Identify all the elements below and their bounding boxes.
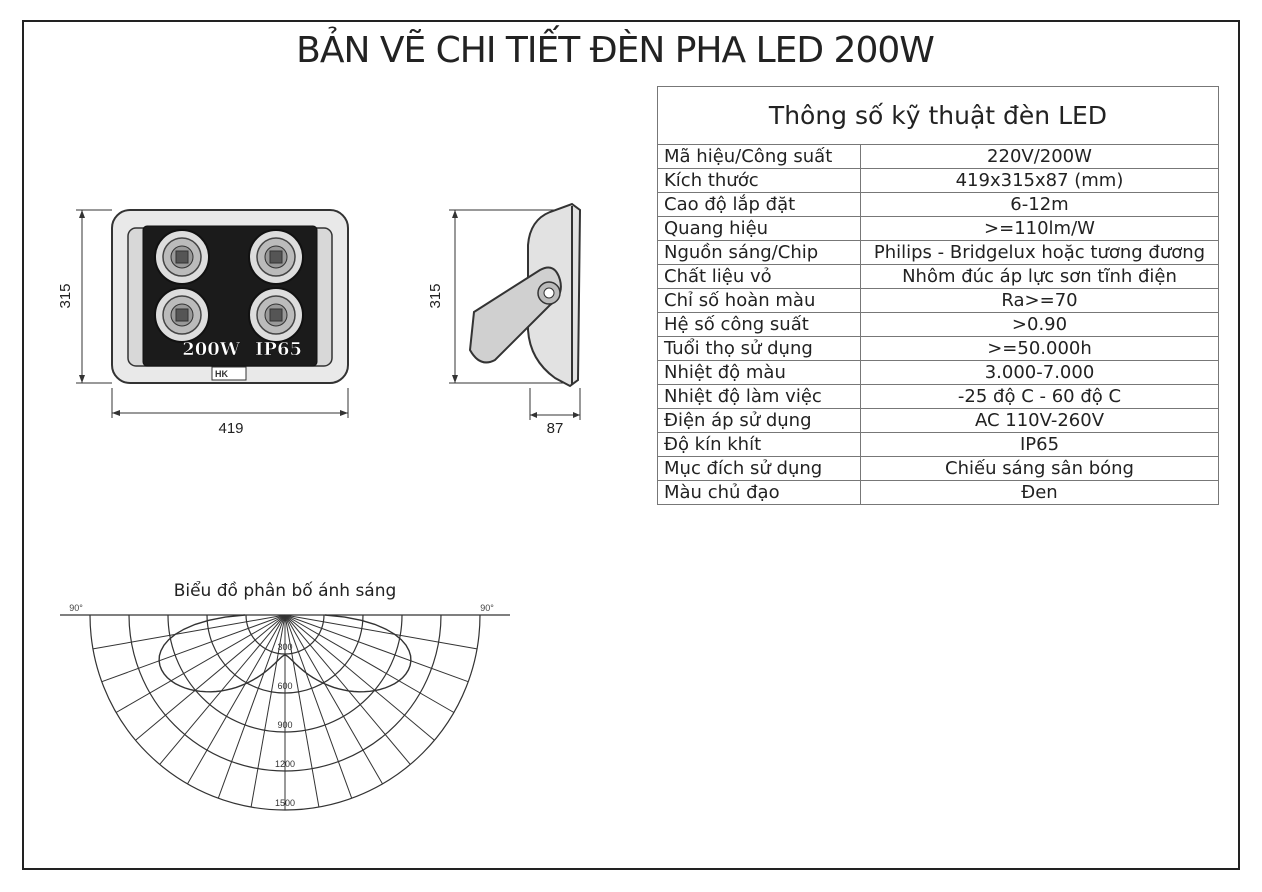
spec-value: Ra>=70 bbox=[861, 289, 1219, 313]
polar-ring-label: 1200 bbox=[274, 759, 296, 769]
page-title: BẢN VẼ CHI TIẾT ĐÈN PHA LED 200W bbox=[296, 30, 934, 71]
polar-left-angle: 90° bbox=[69, 603, 83, 613]
lens-top-left bbox=[155, 230, 209, 284]
polar-title: Biểu đồ phân bố ánh sáng bbox=[173, 581, 397, 601]
polar-ring-label: 900 bbox=[277, 720, 293, 730]
spec-value: >=50.000h bbox=[861, 337, 1219, 361]
spec-value: 3.000-7.000 bbox=[861, 361, 1219, 385]
polar-ring-label: 600 bbox=[277, 681, 293, 691]
spec-value: AC 110V-260V bbox=[861, 409, 1219, 433]
lens-bottom-left bbox=[155, 288, 209, 342]
spec-value: IP65 bbox=[861, 433, 1219, 457]
spec-value: Nhôm đúc áp lực sơn tĩnh điện bbox=[861, 265, 1219, 289]
badge-power: 200W bbox=[182, 339, 240, 360]
spec-value: 6-12m bbox=[861, 193, 1219, 217]
spec-key: Kích thước bbox=[658, 169, 861, 193]
spec-value: >0.90 bbox=[861, 313, 1219, 337]
spec-key: Nguồn sáng/Chip bbox=[658, 241, 861, 265]
spec-key: Điện áp sử dụng bbox=[658, 409, 861, 433]
brand-logo: HK bbox=[215, 369, 228, 379]
spec-value: -25 độ C - 60 độ C bbox=[861, 385, 1219, 409]
side-view bbox=[449, 204, 580, 420]
spec-table-heading: Thông số kỹ thuật đèn LED bbox=[658, 87, 1219, 145]
spec-key: Hệ số công suất bbox=[658, 313, 861, 337]
spec-value: 419x315x87 (mm) bbox=[861, 169, 1219, 193]
spec-value: >=110lm/W bbox=[861, 217, 1219, 241]
spec-key: Màu chủ đạo bbox=[658, 481, 861, 505]
polar-right-angle: 90° bbox=[480, 603, 494, 613]
spec-value: Đen bbox=[861, 481, 1219, 505]
polar-ring-label: 300 bbox=[277, 642, 293, 652]
front-view bbox=[76, 210, 348, 418]
front-height-dim: 315 bbox=[57, 283, 74, 309]
front-width-dim: 419 bbox=[218, 420, 244, 437]
spec-key: Nhiệt độ màu bbox=[658, 361, 861, 385]
spec-value: Chiếu sáng sân bóng bbox=[861, 457, 1219, 481]
lens-bottom-right bbox=[249, 288, 303, 342]
spec-value: 220V/200W bbox=[861, 145, 1219, 169]
spec-key: Quang hiệu bbox=[658, 217, 861, 241]
lens-top-right bbox=[249, 230, 303, 284]
spec-key: Cao độ lắp đặt bbox=[658, 193, 861, 217]
side-height-dim: 315 bbox=[427, 283, 444, 309]
spec-key: Chất liệu vỏ bbox=[658, 265, 861, 289]
spec-key: Chỉ số hoàn màu bbox=[658, 289, 861, 313]
spec-value: Philips - Bridgelux hoặc tương đương bbox=[861, 241, 1219, 265]
spec-key: Mã hiệu/Công suất bbox=[658, 145, 861, 169]
badge-ip: IP65 bbox=[255, 339, 303, 360]
spec-key: Độ kín khít bbox=[658, 433, 861, 457]
spec-key: Tuổi thọ sử dụng bbox=[658, 337, 861, 361]
spec-key: Mục đích sử dụng bbox=[658, 457, 861, 481]
spec-key: Nhiệt độ làm việc bbox=[658, 385, 861, 409]
polar-ring-label: 1500 bbox=[274, 798, 296, 808]
side-depth-dim: 87 bbox=[546, 420, 564, 437]
